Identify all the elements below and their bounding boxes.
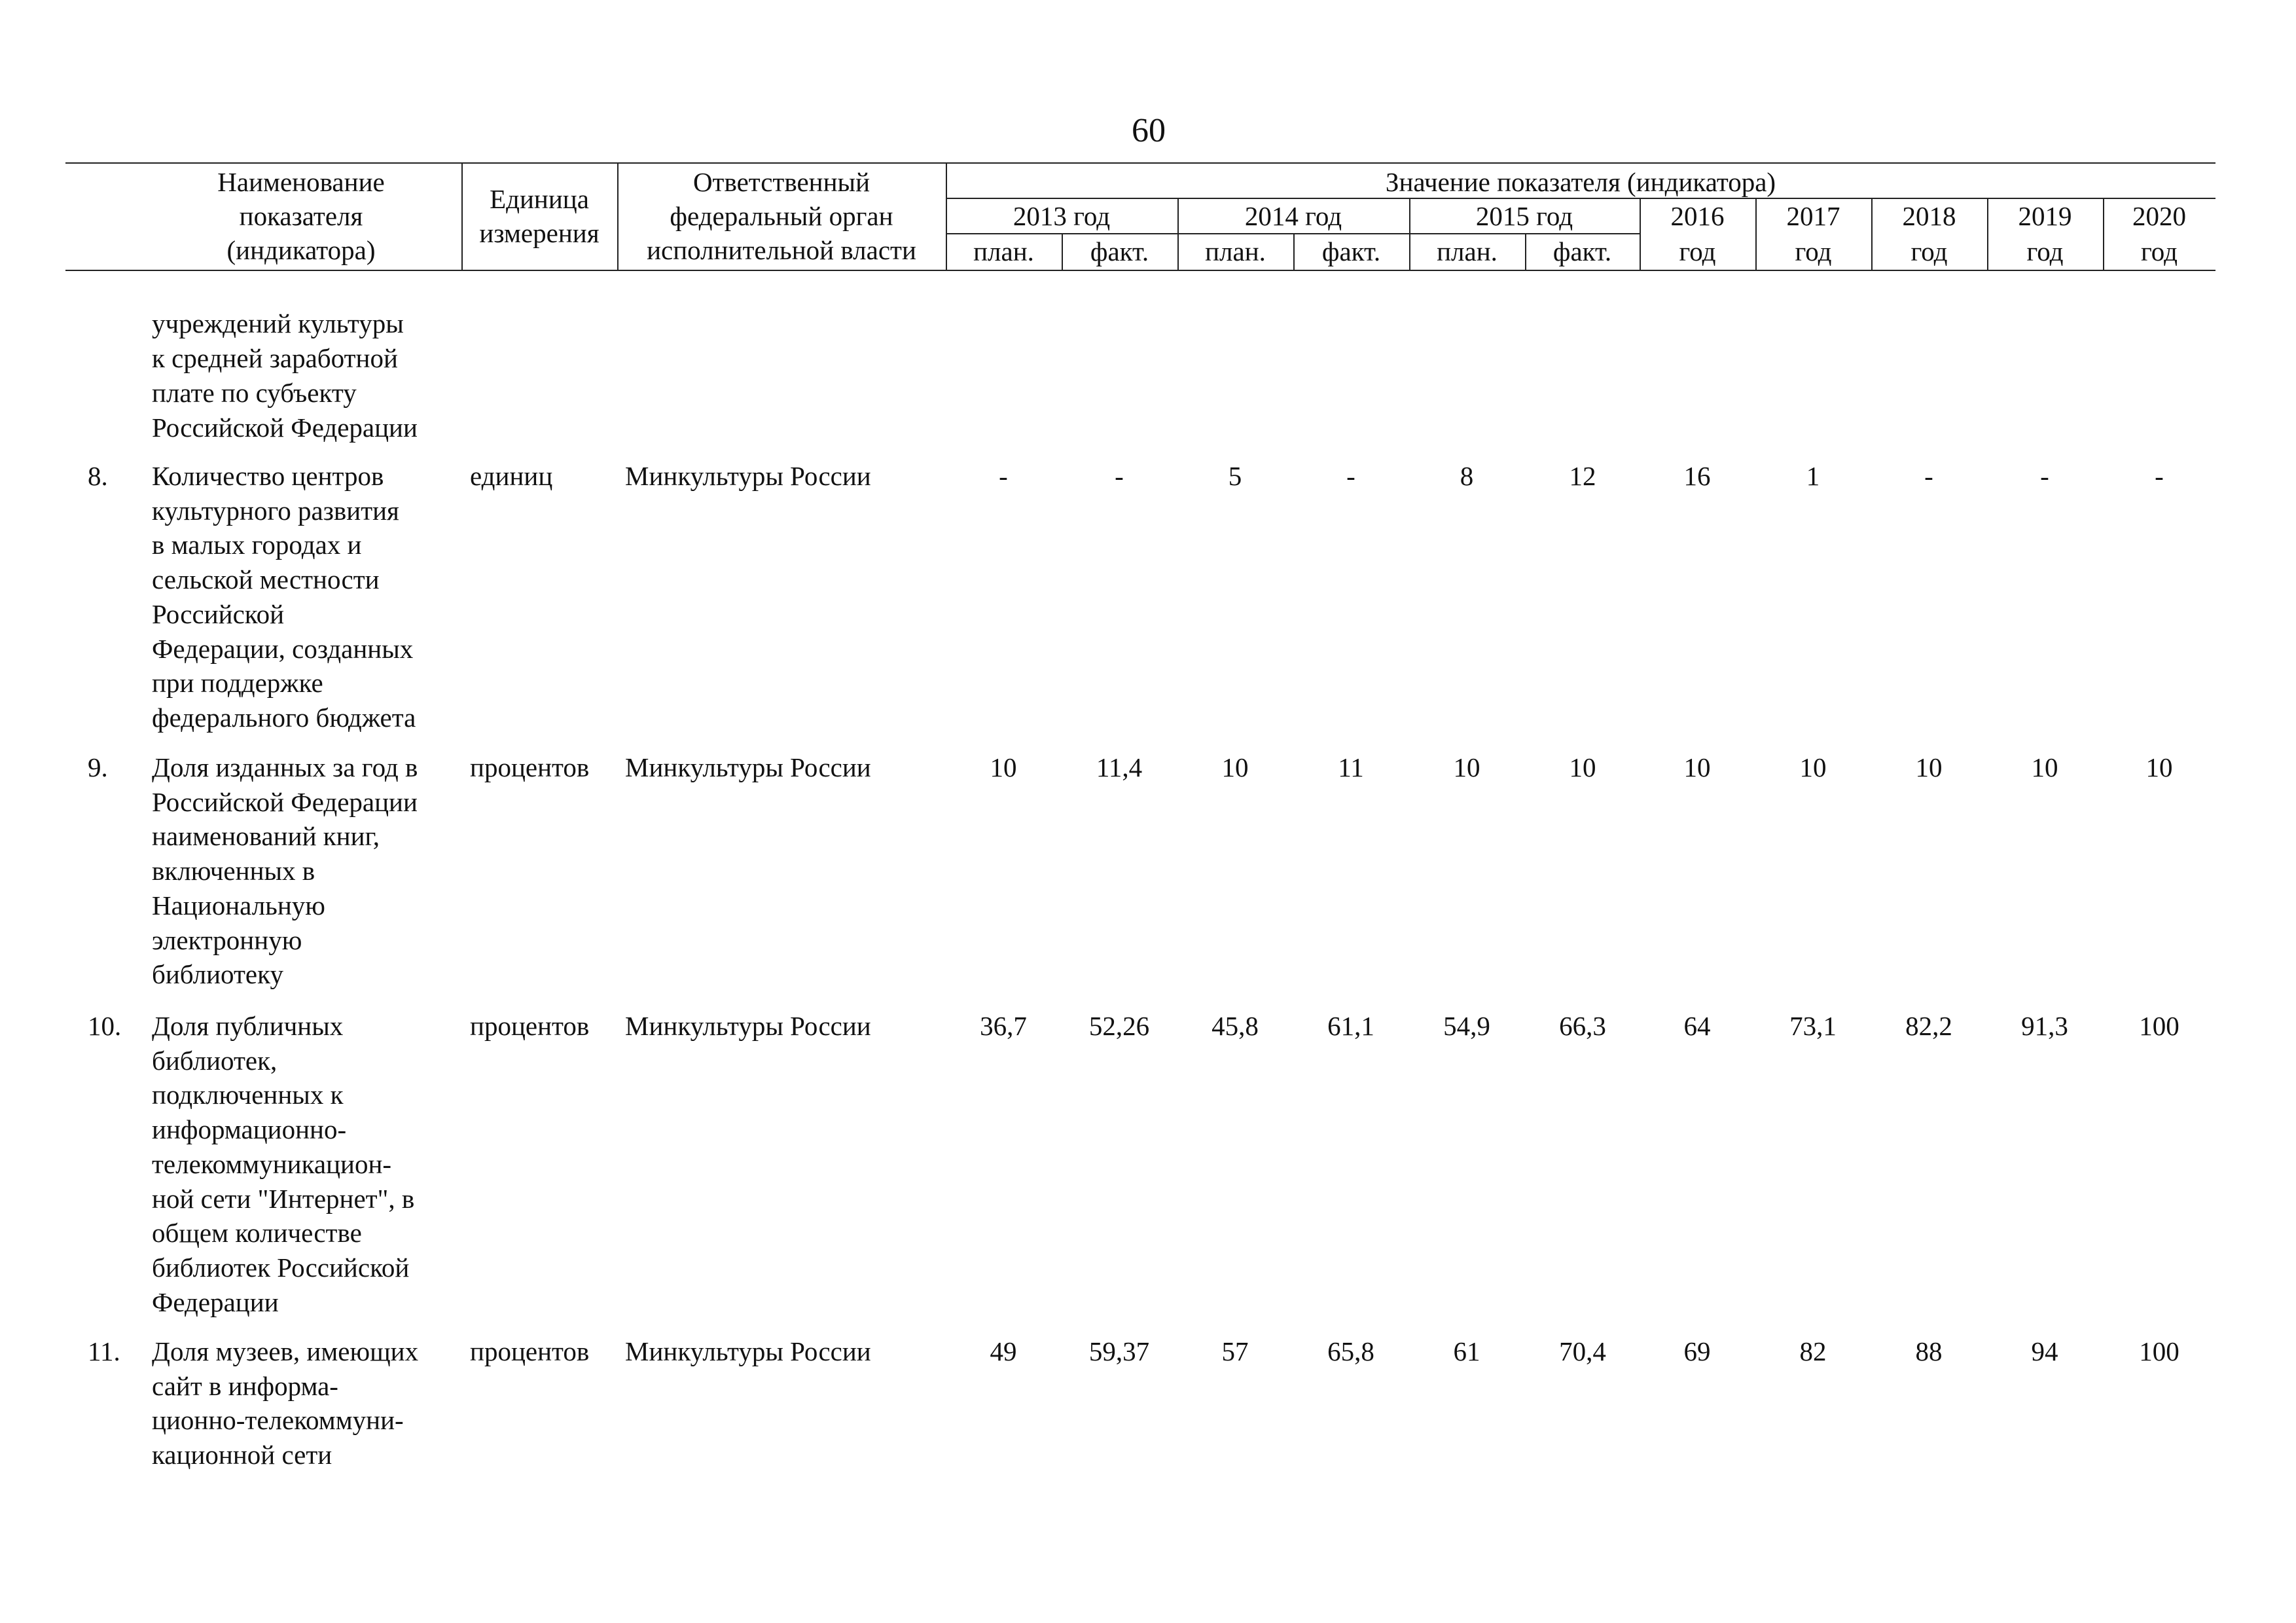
header-year-2013: 2013 год	[1013, 201, 1111, 231]
value-cell: 61,1	[1327, 1011, 1374, 1041]
value-cell: 10	[1683, 752, 1711, 782]
agency-cell: Минкультуры России	[625, 752, 871, 782]
name-line: ной сети "Интернет", в	[152, 1183, 415, 1214]
name-line: электронную	[152, 924, 302, 955]
value-cell: 82	[1799, 1336, 1827, 1366]
header-year-2015: 2015 год	[1475, 201, 1573, 231]
value-cell: -	[2155, 461, 2164, 491]
name-line: Федерации	[152, 1286, 279, 1317]
value-cell: 52,26	[1088, 1011, 1150, 1041]
row-number: 11.	[88, 1336, 120, 1366]
value-cell: 88	[1915, 1336, 1943, 1366]
value-cell: 65,8	[1327, 1336, 1374, 1366]
header-fact: факт.	[1552, 236, 1612, 266]
header-agency-line: федеральный орган	[670, 201, 893, 231]
row-number: 9.	[88, 752, 108, 782]
header-year-word: год	[1679, 236, 1716, 266]
name-line: включенных в	[152, 856, 315, 886]
header-year-2018: 2018	[1902, 201, 1956, 231]
value-cell: 10	[990, 752, 1017, 782]
name-line: информационно-	[152, 1114, 347, 1145]
agency-cell: Минкультуры России	[625, 461, 871, 491]
header-year-2019: 2019	[2018, 201, 2072, 231]
header-name-line: показателя	[239, 201, 363, 231]
value-cell: 8	[1460, 461, 1474, 491]
value-cell: 10	[1569, 752, 1596, 782]
value-cell: -	[2040, 461, 2049, 491]
name-line: Российской Федерации	[152, 786, 418, 817]
value-cell: 10	[1221, 752, 1249, 782]
name-line: Количество центров	[152, 461, 384, 491]
header-year-word: год	[2141, 236, 2178, 266]
value-cell: 69	[1683, 1336, 1711, 1366]
value-cell: -	[1115, 461, 1124, 491]
value-cell: 11,4	[1096, 752, 1143, 782]
agency-cell: Минкультуры России	[625, 1336, 871, 1366]
name-line: общем количестве	[152, 1218, 362, 1249]
value-cell: 66,3	[1559, 1011, 1606, 1041]
value-cell: -	[999, 461, 1008, 491]
page-number: 60	[1132, 112, 1166, 149]
name-line: подключенных к	[152, 1080, 344, 1110]
header-agency-line: Ответственный	[692, 167, 870, 197]
value-cell: 59,37	[1088, 1336, 1150, 1366]
header-plan: план.	[1205, 236, 1266, 266]
name-line: Российской	[152, 598, 285, 629]
row-number: 8.	[88, 461, 108, 491]
value-cell: 10	[1915, 752, 1943, 782]
name-line: федерального бюджета	[152, 702, 416, 733]
name-line: библиотек,	[152, 1045, 278, 1076]
header-agency-line: исполнительной власти	[647, 235, 916, 265]
value-cell: 10	[1453, 752, 1480, 782]
value-cell: 94	[2031, 1336, 2058, 1366]
name-line: наименований книг,	[152, 821, 380, 852]
name-line: библиотек Российской	[152, 1252, 410, 1283]
value-cell: 16	[1683, 461, 1711, 491]
name-line: Доля публичных	[152, 1011, 344, 1041]
unit-cell: процентов	[470, 1011, 590, 1041]
header-unit-line: измерения	[479, 218, 600, 248]
row-number: 10.	[88, 1011, 122, 1041]
header-year-2017: 2017	[1786, 201, 1840, 231]
header-name-line: (индикатора)	[226, 235, 376, 265]
value-cell: 64	[1683, 1011, 1711, 1041]
name-line: сайт в информа-	[152, 1370, 338, 1401]
header-bottom-rule	[65, 270, 2215, 271]
name-line: Доля музеев, имеющих	[152, 1336, 419, 1366]
value-cell: 1	[1806, 461, 1820, 491]
value-cell: 49	[990, 1336, 1017, 1366]
value-cell: 100	[2139, 1336, 2179, 1366]
value-cell: 82,2	[1905, 1011, 1952, 1041]
name-line: ционно-телекоммуни-	[152, 1405, 404, 1436]
value-cell: 73,1	[1789, 1011, 1837, 1041]
header-top-rule	[65, 162, 2215, 164]
header-value-group: Значение показателя (индикатора)	[1385, 167, 1776, 197]
value-cell: 11	[1338, 752, 1364, 782]
value-cell: 45,8	[1211, 1011, 1259, 1041]
name-line: культурного развития	[152, 495, 399, 526]
header-fact: факт.	[1090, 236, 1149, 266]
value-cell: 36,7	[980, 1011, 1027, 1041]
name-line: к средней заработной	[152, 343, 398, 373]
name-line: Российской Федерации	[152, 412, 418, 443]
unit-cell: единиц	[470, 461, 553, 491]
agency-cell: Минкультуры России	[625, 1011, 871, 1041]
value-cell: -	[1924, 461, 1933, 491]
value-cell: 12	[1569, 461, 1596, 491]
header-year-word: год	[1795, 236, 1832, 266]
name-line: библиотеку	[152, 959, 283, 990]
name-line: кационной сети	[152, 1440, 332, 1470]
value-cell: 54,9	[1443, 1011, 1490, 1041]
header-plan: план.	[1437, 236, 1498, 266]
header-year-2016: 2016	[1670, 201, 1725, 231]
name-line: плате по субъекту	[152, 378, 357, 408]
header-year-2014: 2014 год	[1244, 201, 1342, 231]
value-cell: 100	[2139, 1011, 2179, 1041]
unit-cell: процентов	[470, 1336, 590, 1366]
value-cell: 61	[1453, 1336, 1480, 1366]
name-line: при поддержке	[152, 668, 323, 699]
name-line: учреждений культуры	[152, 308, 404, 338]
name-line: в малых городах и	[152, 530, 362, 560]
name-line: телекоммуникацион-	[152, 1148, 392, 1179]
value-cell: 70,4	[1559, 1336, 1606, 1366]
header-year-2020: 2020	[2132, 201, 2186, 231]
header-year-word: год	[2026, 236, 2064, 266]
unit-cell: процентов	[470, 752, 590, 782]
value-cell: 10	[2145, 752, 2173, 782]
header-year-word: год	[1910, 236, 1948, 266]
value-cell: 91,3	[2021, 1011, 2068, 1041]
name-line: сельской местности	[152, 564, 380, 595]
value-cell: 5	[1228, 461, 1242, 491]
value-cell: -	[1346, 461, 1355, 491]
name-line: Федерации, созданных	[152, 633, 414, 664]
header-name-line: Наименование	[217, 167, 385, 197]
value-cell: 10	[1799, 752, 1827, 782]
header-unit-line: Единица	[490, 184, 589, 214]
header-fact: факт.	[1321, 236, 1381, 266]
value-cell: 57	[1221, 1336, 1249, 1366]
name-line: Доля изданных за год в	[152, 752, 418, 782]
value-cell: 10	[2031, 752, 2058, 782]
header-plan: план.	[973, 236, 1034, 266]
name-line: Национальную	[152, 890, 325, 921]
